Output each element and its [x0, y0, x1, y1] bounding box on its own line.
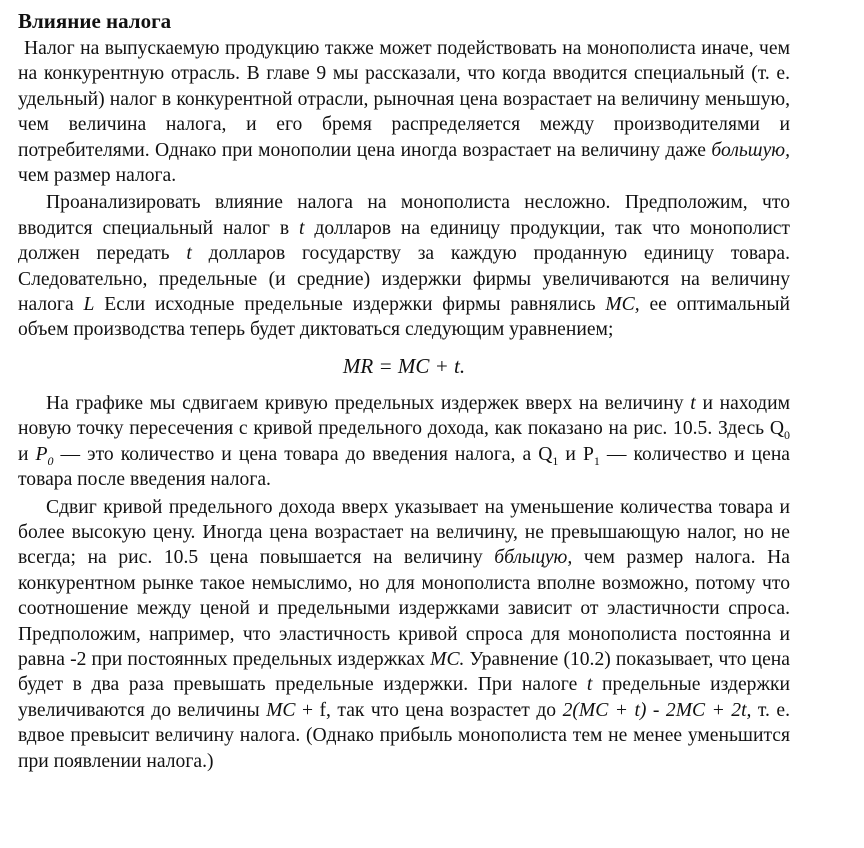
p4-text-d: Уравнение (10.2) показывает, что цена будет в два раза превышать предельные издержки. При налоге [18, 648, 790, 696]
p3-var-t: t [690, 392, 696, 414]
p3-text-b: и находим новую точку пересечения с кривой предельного дохода, как показано на рис. 10.5. Здесь Q [18, 392, 791, 440]
paragraph-2 [18, 190, 790, 342]
p2-var-L: L [83, 294, 95, 316]
p2-text-e: ее оптимальный объем производства теперь будет диктоваться следующим уравнением; [18, 294, 790, 341]
paragraph-4 [18, 495, 790, 774]
p2-text-a: Проанализировать влияние налога на монополиста несложно. Предположим, что вводится специальный налог в [18, 192, 790, 239]
p3-sub-q0: 0 [784, 428, 790, 443]
p4-var-MC2: МС [266, 699, 296, 721]
p2-text-d: Если исходные предельные издержки фирмы равнялись [94, 294, 606, 316]
p3-var-P: P [35, 443, 48, 465]
p4-var-t: t [586, 674, 593, 696]
p4-emphasis: бблыцую, [494, 547, 573, 569]
p3-sub-p0: 0 [47, 453, 54, 468]
p3-text-d: — это количество и цена товара до введения налога, а Q [53, 443, 553, 465]
p1-text-c: чем размер налога. [18, 165, 177, 187]
paragraph-1 [18, 36, 790, 188]
p3-text-a: На графике мы сдвигаем кривую предельных издержек вверх на величину [46, 392, 691, 414]
p3-text-c: и [18, 443, 36, 465]
p3-text-f: — количество и цена товара после введения налога. [18, 443, 791, 491]
formula: MR = MC + t. [342, 353, 466, 378]
p4-text-h: т. е. вдвое превысит величину налога. (Однако прибыль монополиста тем не менее уменьшится при появлении налога.) [18, 699, 790, 772]
p2-text-b: долларов на единицу продукции, так что монополист должен передать [18, 217, 790, 265]
p1-emphasis: большую, [711, 139, 790, 161]
p4-var-MC1: МС. [430, 648, 465, 670]
p4-expression: 2(МС + t) - 2МС + 2t, [562, 699, 752, 721]
p4-text-f: + f, так что цена возрастет до [295, 699, 563, 721]
p3-sub-q1: 1 [552, 453, 559, 468]
p3-text-e: и P [558, 443, 594, 465]
section-heading: Влияние налога [18, 9, 172, 33]
p4-text-e: предельные издержки увеличиваются до величины [18, 674, 790, 721]
p2-var-t2: t [186, 243, 192, 265]
p1-text-a: Налог на выпускаемую продукцию также может подействовать на монополиста иначе, чем на конкурентную отрасль. В главе 9 мы рассказали, что когда вводится специальный (т. е. удельный) налог в конкурентной отрасли, рыночная цена возрастает на величину меньшую, чем величина налога, и его бремя распределяется между производителями и потребителями. Однако при монополии цена иногда возрастает на величину даже [18, 38, 790, 161]
p2-var-MC: MC, [605, 294, 640, 316]
paragraph-3 [18, 391, 790, 493]
p4-text-c: чем размер налога. На конкурентном рынке такое немыслимо, но для монополиста вполне возможно, потому что соотношение между ценой и предельными издержками зависит от эластичности спроса. Предположим, например, что эластичность кривой спроса для монополиста постоянна и равна -2 при постоянных предельных издержках [18, 547, 790, 670]
page [18, 8, 790, 774]
p2-var-t1: t [299, 217, 305, 239]
p3-sub-p1: 1 [593, 453, 600, 468]
p4-text-a: Сдвиг кривой предельного дохода вверх указывает на уменьшение количества товара и более высокую цену. Иногда цена возрастает на величину, не превышающую налог, но не всегда; на рис. 10.5 цена повышается на величину [18, 496, 790, 569]
p2-text-c: долларов государству за каждую проданную единицу товара. Следовательно, предельные (и средние) издержки фирмы увеличиваются на величину налога [18, 243, 790, 316]
